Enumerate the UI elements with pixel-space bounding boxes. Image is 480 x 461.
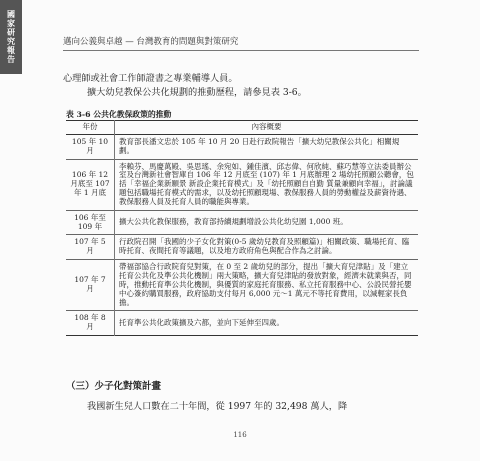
row-year: 105 年 10 月 xyxy=(66,134,115,159)
row-content: 行政院召開「我國的少子女化對策(0-5 歲幼兒教育及照顧篇)」相關政策、職場托育、臨時托育、夜間托育等議題，以及地方政府角色與配合作為之討論。 xyxy=(119,237,410,256)
row-year: 106 年 12 月底至 107 年 1 月底 xyxy=(66,159,115,210)
side-tab-label: 國家研究報告 xyxy=(6,10,16,64)
row-content: 托育準公共化政策擴及六都，並向下延伸至四歲。 xyxy=(119,317,284,327)
paragraph-1: 心理師或社會工作師證書之專業輔導人員。 xyxy=(63,73,238,84)
table-row xyxy=(66,235,418,260)
table-row xyxy=(66,210,418,235)
row-content: 教育部長潘文忠於 105 年 10 月 20 日赴行政院報告「擴大幼兒教保公共化」相關規劃。 xyxy=(119,136,400,155)
table-row xyxy=(66,159,418,210)
running-header: 邁向公義與卓越 — 台灣教育的問題與對策研究 xyxy=(63,35,419,51)
table-row xyxy=(66,260,418,311)
table-header-row xyxy=(66,121,418,135)
row-content: 李賴芬、馬慶萬殿、吳思瑤、余宛如、鍾佳濱、邱志偉、何欣純、蘇巧慧等立法委員辦公室及台灣新社會智庫自 106 年 12 月底至 (107) 年 1 月底辦理 2 場幼托照顧公聽會，包括「幸福企業新願景 新設企業托育模式」及「幼托照顧自自勤 質量兼顧向幸福」，討論議題包括職場托育模式的需求，以及幼托照顧現場、教保服務人員的勞動權益及薪資待遇、教保服務人員及托育人員的職能與專業。 xyxy=(119,161,414,206)
table-row xyxy=(66,311,418,336)
row-year: 108 年 8 月 xyxy=(66,311,115,336)
table-row xyxy=(66,134,418,159)
paragraph-3: 我國新生兒人口數在二十年間，從 1997 年的 32,498 萬人，降 xyxy=(87,401,348,412)
page-number: 116 xyxy=(233,431,247,439)
policy-table xyxy=(66,120,418,336)
row-year: 107 年 5 月 xyxy=(66,235,115,260)
row-year: 107 年 7 月 xyxy=(66,260,115,311)
header-content: 內容概要 xyxy=(115,121,419,135)
row-year: 106 年至 109 年 xyxy=(66,210,115,235)
side-tab xyxy=(0,0,22,74)
table-caption: 表 3-6 公共化教保政策的推動 xyxy=(66,110,172,119)
row-content: 帶福部協合行政院育兒對策，在 0 至 2 歲幼兒的部分，提出「擴大育兒津貼」及「建立托育公共化及準公共化機制」兩大策略，擴大育兒津貼的發放對象，經濟未就業與否，同時，推動托育準公共化機制，與優質的家庭托育服務、私立托育服務中心、公設民營托嬰中心簽約購買服務，政府協助支付每月 6,000 元～1 萬元不等托育費用，以減輕家長負擔。 xyxy=(119,262,412,307)
section-title: （三）少子化對策計畫 xyxy=(66,381,162,392)
header-year: 年份 xyxy=(66,121,115,135)
row-content: 擴大公共化教保服務，教育部持續規劃增設公共化幼兒園 1,000 班。 xyxy=(119,217,348,227)
paragraph-2: 擴大幼兒教保公共化規劃的推動歷程，請參見表 3-6。 xyxy=(87,87,307,98)
